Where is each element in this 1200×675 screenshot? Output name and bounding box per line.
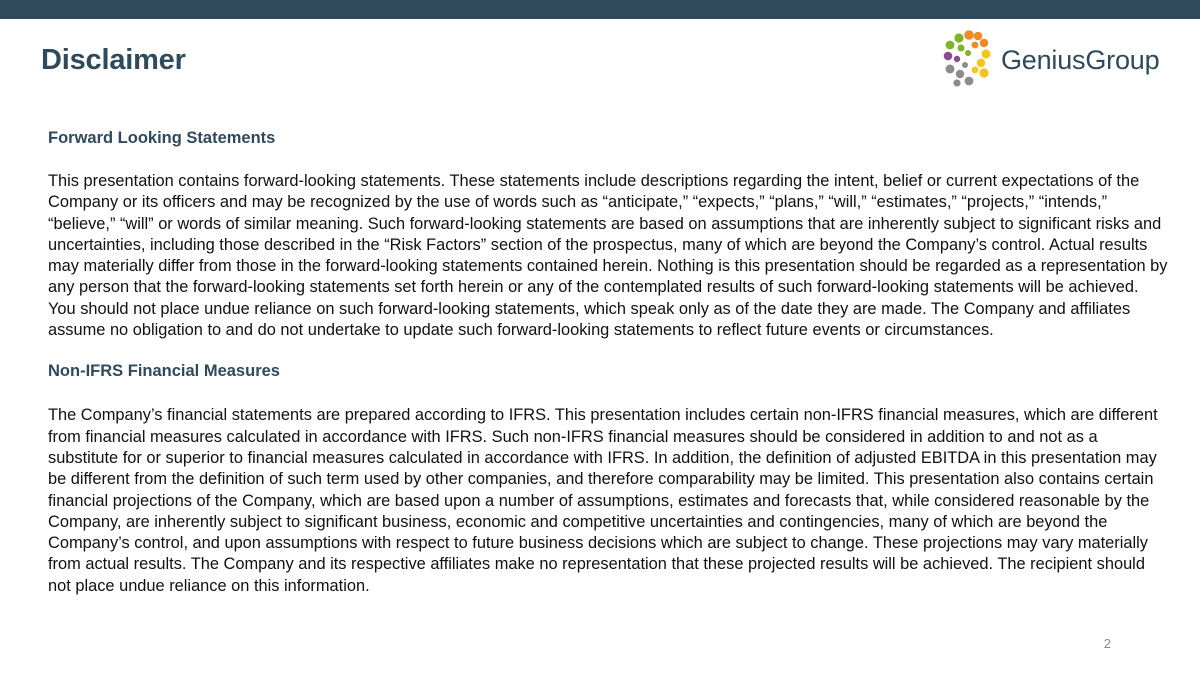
colorful-dots-logo-icon xyxy=(940,29,996,89)
forward-looking-heading: Forward Looking Statements xyxy=(48,129,276,147)
disclaimer-content xyxy=(48,126,1168,597)
forward-looking-body: This presentation contains forward-looking statements. These statements include descriptions regarding the intent, belief or current expectations of the Company or its officers and may be recognized by the use of words such as “anticipate,” “expects,” “plans,” “will,” “estimates,” “projects,” “intends,” “believe,” “will” or words of similar meaning. Such forward-looking statements are based on assumptions that are inherently subject to significant risks and uncertainties, including those described in the “Risk Factors” section of the prospectus, many of which are beyond the Company’s control. Actual results may materially differ from those in the forward-looking statements contained herein. Nothing is this presentation should be regarded as a representation by any person that the forward-looking statements set forth herein or any of the contemplated results of such forward-looking statements will be achieved. You should not place undue reliance on such forward-looking statements, which speak only as of the date they are made. The Company and affiliates assume no obligation to and do not undertake to update such forward-looking statements to reflect future events or circumstances. xyxy=(48,172,1168,340)
slide-title: Disclaimer xyxy=(41,44,186,76)
non-ifrs-body: The Company’s financial statements are prepared according to IFRS. This presentation includes certain non-IFRS financial measures, which are different from financial measures calculated in accordance with IFRS. Such non-IFRS financial measures should be considered in addition to and not as a substitute for or superior to financial measures calculated in accordance with IFRS. In addition, the definition of adjusted EBITDA in this presentation may be different from the definition of such term used by other companies, and therefore comparability may be limited. This presentation also contains certain financial projections of the Company, which are based upon a number of assumptions, estimates and forecasts that, while considered reasonable by the Company, are inherently subject to significant business, economic and competitive uncertainties and contingencies, many of which are beyond the Company’s control, and upon assumptions with respect to future business decisions which are subject to change. These projections may vary materially from actual results. The Company and its respective affiliates make no representation that these projected results will be achieved. The recipient should not place undue reliance on this information. xyxy=(48,406,1158,595)
top-accent-bar xyxy=(0,0,1200,19)
company-logo xyxy=(940,29,1180,91)
logo-wordmark: GeniusGroup xyxy=(1001,45,1160,75)
page-number: 2 xyxy=(1103,636,1111,651)
non-ifrs-heading: Non-IFRS Financial Measures xyxy=(48,362,280,381)
